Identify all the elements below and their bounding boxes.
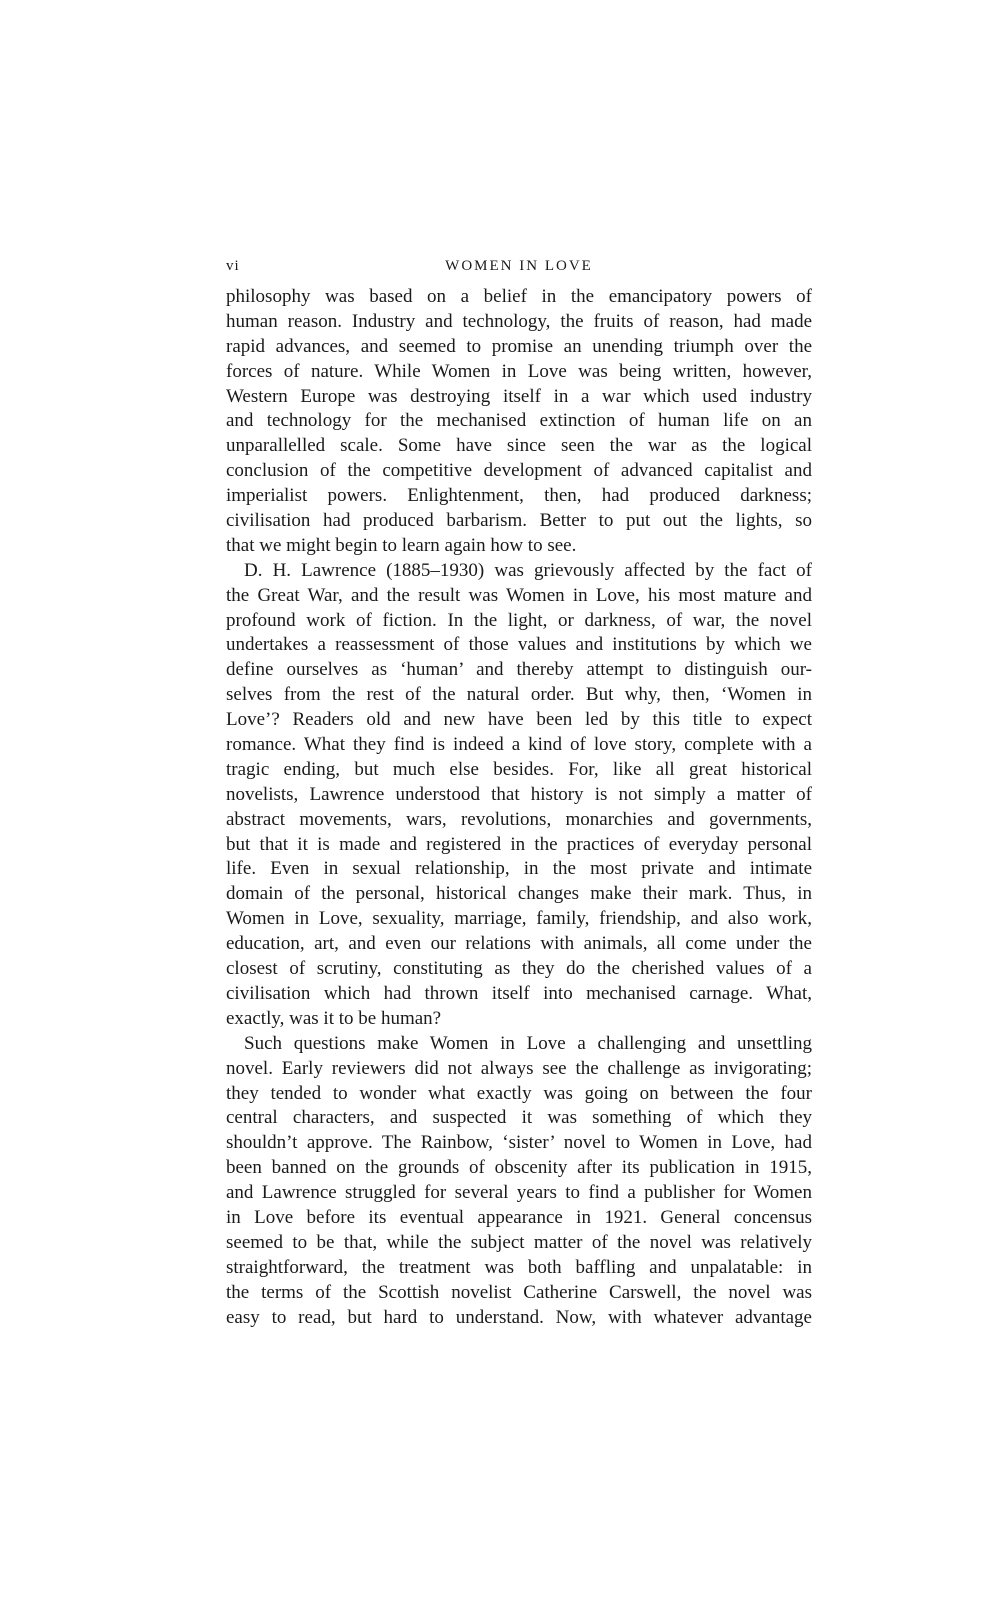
paragraph [226, 285, 812, 559]
text-line: shouldn’t approve. The Rainbow, ‘sister’ novel to Women in Love, had [226, 1132, 812, 1154]
text-line: abstract movements, wars, revolutions, monarchies and governments, [226, 808, 812, 830]
text-line: define ourselves as ‘human’ and thereby attempt to distinguish our- [226, 659, 812, 681]
text-line: domain of the personal, historical changes make their mark. Thus, in [226, 883, 812, 905]
text-line: exactly, was it to be human? [226, 1007, 442, 1029]
text-line: novel. Early reviewers did not always see the challenge as invigorating; [226, 1057, 812, 1079]
text-line: in Love before its eventual appearance in 1921. General concensus [226, 1206, 812, 1228]
text-line: civilisation had produced barbarism. Better to put out the lights, so [226, 510, 812, 532]
text-line: the terms of the Scottish novelist Catherine Carswell, the novel was [226, 1281, 812, 1303]
text-line: Love’? Readers old and new have been led by this title to expect [226, 709, 812, 731]
text-line: they tended to wonder what exactly was going on between the four [226, 1082, 812, 1104]
text-line: and technology for the mechanised extinction of human life on an [226, 410, 812, 432]
text-line: and Lawrence struggled for several years to find a publisher for Women [226, 1182, 812, 1204]
text-line: romance. What they find is indeed a kind of love story, complete with a [226, 734, 812, 756]
text-line: unparallelled scale. Some have since seen the war as the logical [226, 435, 812, 457]
text-line: that we might begin to learn again how to see. [226, 534, 577, 556]
text-line: education, art, and even our relations with animals, all come under the [226, 933, 812, 955]
text-line: easy to read, but hard to understand. Now, with whatever advantage [226, 1306, 812, 1328]
paragraph [226, 1032, 812, 1331]
text-line: Such questions make Women in Love a challenging and unsettling [244, 1032, 812, 1054]
running-head: WOMEN IN LOVE [445, 258, 593, 274]
text-line: Western Europe was destroying itself in a war which used industry [226, 385, 812, 407]
paragraph [226, 559, 812, 1032]
text-line: seemed to be that, while the subject matter of the novel was relatively [226, 1231, 812, 1253]
text-line: Women in Love, sexuality, marriage, family, friendship, and also work, [226, 908, 812, 930]
body-text [226, 285, 812, 1330]
text-line: straightforward, the treatment was both baffling and unpalatable: in [226, 1256, 812, 1278]
text-line: selves from the rest of the natural order. But why, then, ‘Women in [226, 684, 812, 706]
text-line: imperialist powers. Enlightenment, then, had produced darkness; [226, 485, 812, 507]
text-line: profound work of fiction. In the light, or darkness, of war, the novel [226, 609, 812, 631]
text-line: tragic ending, but much else besides. For, like all great historical [226, 758, 812, 780]
text-line: life. Even in sexual relationship, in the most private and intimate [226, 858, 812, 880]
text-line: forces of nature. While Women in Love was being written, however, [226, 360, 812, 382]
text-line: novelists, Lawrence understood that history is not simply a matter of [226, 783, 812, 805]
text-line: conclusion of the competitive development of advanced capitalist and [226, 460, 812, 482]
text-line: closest of scrutiny, constituting as they do the cherished values of a [226, 958, 812, 980]
text-line: philosophy was based on a belief in the emancipatory powers of [226, 286, 812, 307]
text-line: but that it is made and registered in the practices of everyday personal [226, 833, 812, 855]
text-line: human reason. Industry and technology, the fruits of reason, had made [226, 310, 812, 332]
text-line: rapid advances, and seemed to promise an unending triumph over the [226, 335, 812, 357]
text-line: D. H. Lawrence (1885–1930) was grievously affected by the fact of [244, 559, 812, 581]
page-header [226, 258, 812, 280]
text-line: civilisation which had thrown itself into mechanised carnage. What, [226, 982, 812, 1004]
text-line: undertakes a reassessment of those values and institutions by which we [226, 634, 812, 656]
text-line: the Great War, and the result was Women in Love, his most mature and [226, 584, 812, 606]
page-number: vi [226, 258, 240, 274]
text-line: been banned on the grounds of obscenity after its publication in 1915, [226, 1157, 812, 1179]
text-line: central characters, and suspected it was something of which they [226, 1107, 812, 1129]
